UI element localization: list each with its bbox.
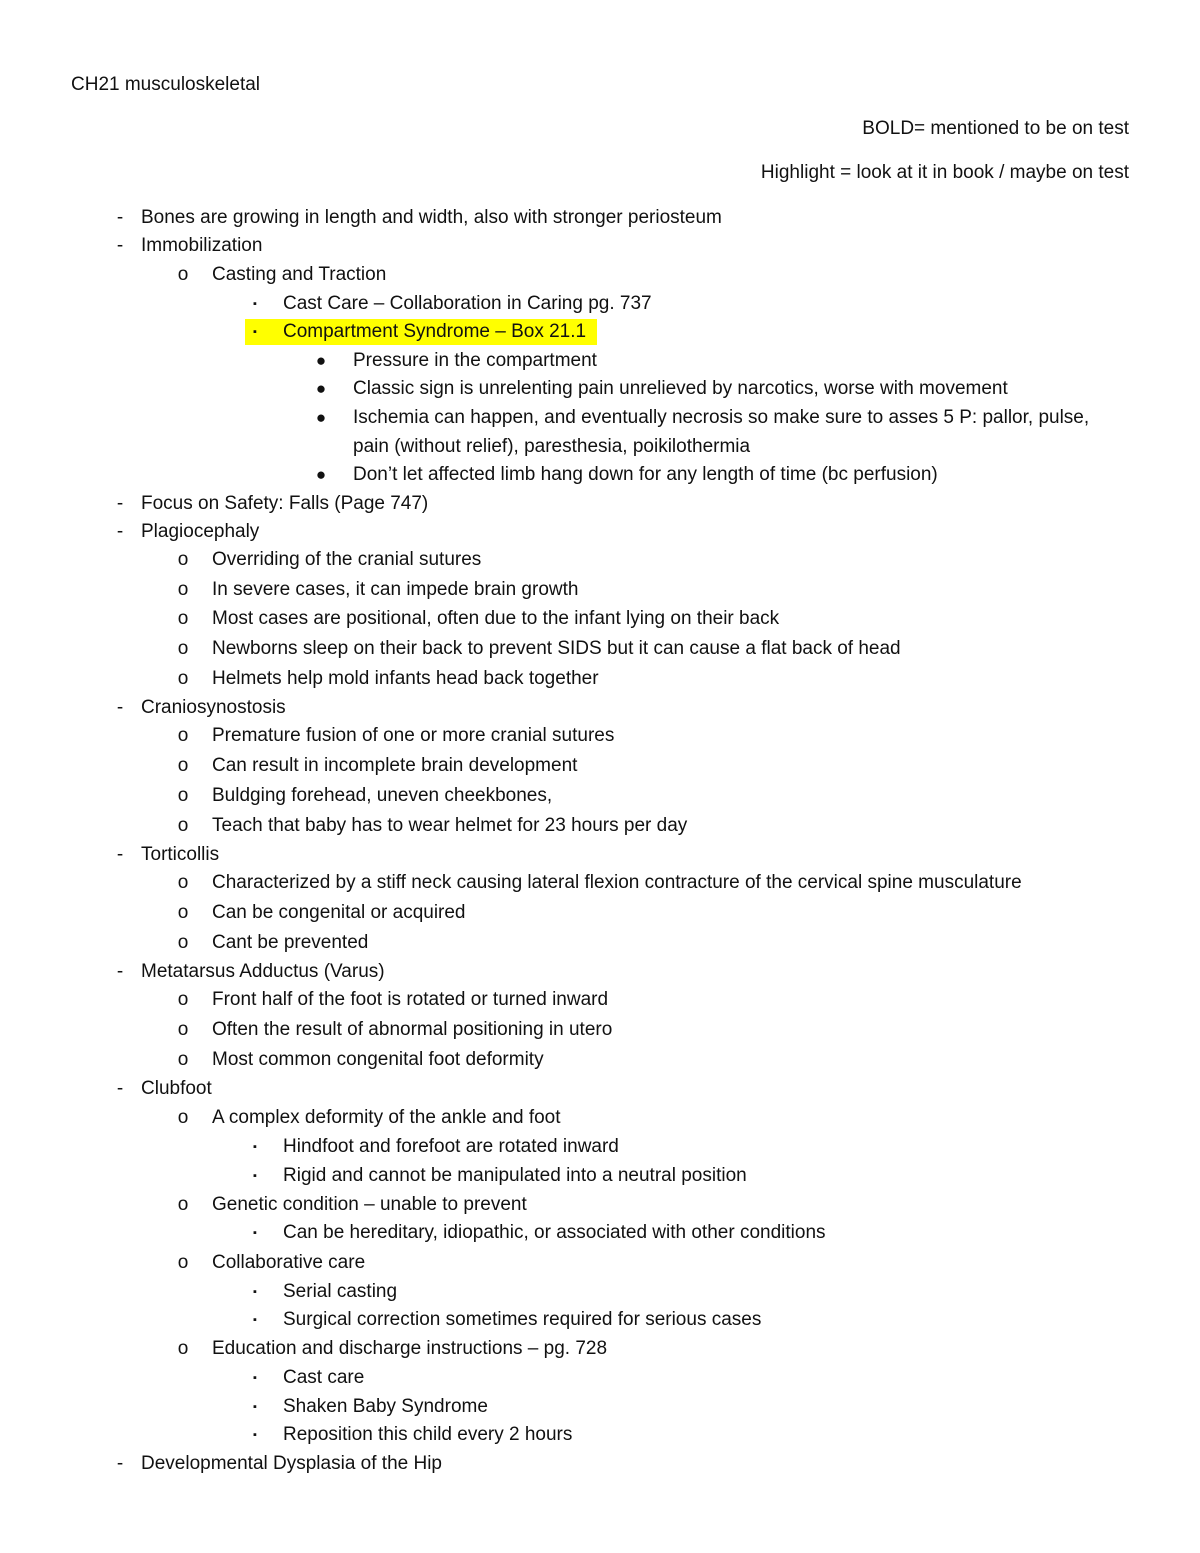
- outline-text: Can be congenital or acquired: [212, 902, 466, 923]
- outline-text: Classic sign is unrelenting pain unrelieved by narcotics, worse with movement: [353, 378, 1008, 399]
- bullet-marker-level-2: o: [177, 1194, 189, 1215]
- outline-text: Casting and Traction: [212, 264, 387, 285]
- outline-text: Most common congenital foot deformity: [212, 1049, 544, 1070]
- bullet-marker-level-2: o: [177, 638, 189, 659]
- outline-text: Developmental Dysplasia of the Hip: [141, 1453, 442, 1474]
- bullet-marker-level-2: o: [177, 579, 189, 600]
- bullet-marker-level-1: -: [116, 844, 124, 865]
- bullet-marker-level-1: -: [116, 1453, 124, 1474]
- outline-text: Serial casting: [283, 1281, 398, 1302]
- bullet-marker-level-2: o: [177, 1252, 189, 1273]
- bullet-marker-level-2: o: [177, 608, 189, 629]
- outline-text: Cast care: [283, 1367, 365, 1388]
- outline-text: Immobilization: [141, 235, 263, 256]
- outline-text: Most cases are positional, often due to the infant lying on their back: [212, 608, 780, 629]
- bullet-marker-level-3: ▪: [253, 1170, 257, 1182]
- outline-text: Craniosynostosis: [141, 697, 286, 718]
- bullet-marker-level-1: -: [116, 1078, 124, 1099]
- outline-text: Cast Care – Collaboration in Caring pg. 737: [283, 293, 652, 314]
- outline-text: Front half of the foot is rotated or turned inward: [212, 989, 609, 1010]
- outline-text: Characterized by a stiff neck causing lateral flexion contracture of the cervical spine musculature: [212, 872, 1022, 893]
- bullet-marker-level-4: ●: [315, 379, 327, 398]
- legend-bold-note: BOLD= mentioned to be on test: [862, 118, 1129, 139]
- outline-text: Helmets help mold infants head back together: [212, 668, 599, 689]
- outline-text: Plagiocephaly: [141, 521, 260, 542]
- bullet-marker-level-4: ●: [315, 351, 327, 370]
- outline-text: In severe cases, it can impede brain growth: [212, 579, 579, 600]
- bullet-marker-level-2: o: [177, 264, 189, 285]
- bullet-marker-level-3: ▪: [253, 298, 257, 310]
- outline-text: Can be hereditary, idiopathic, or associated with other conditions: [283, 1222, 826, 1243]
- bullet-marker-level-3: ▪: [253, 326, 257, 338]
- bullet-marker-level-2: o: [177, 755, 189, 776]
- bullet-marker-level-4: ●: [315, 465, 327, 484]
- outline-text: Don’t let affected limb hang down for any length of time (bc perfusion): [353, 464, 938, 485]
- legend-highlight-note: Highlight = look at it in book / maybe on test: [760, 162, 1129, 183]
- outline-text: Education and discharge instructions – pg. 728: [212, 1338, 608, 1359]
- bullet-marker-level-1: -: [116, 493, 124, 514]
- outline-text: Bones are growing in length and width, also with stronger periosteum: [141, 207, 722, 228]
- bullet-marker-level-2: o: [177, 989, 189, 1010]
- outline-text: Focus on Safety: Falls (Page 747): [141, 493, 429, 514]
- bullet-marker-level-2: o: [177, 932, 189, 953]
- page-title: CH21 musculoskeletal: [71, 74, 261, 95]
- outline-text-continuation: pain (without relief), paresthesia, poikilothermia: [353, 436, 751, 457]
- bullet-marker-level-3: ▪: [253, 1286, 257, 1298]
- bullet-marker-level-2: o: [177, 902, 189, 923]
- bullet-marker-level-1: -: [116, 961, 124, 982]
- outline-text: Cant be prevented: [212, 932, 369, 953]
- outline-text: Ischemia can happen, and eventually necrosis so make sure to asses 5 P: pallor, pulse,: [353, 407, 1090, 428]
- bullet-marker-level-2: o: [177, 815, 189, 836]
- bullet-marker-level-1: -: [116, 207, 124, 228]
- outline-text: Clubfoot: [141, 1078, 212, 1099]
- bullet-marker-level-2: o: [177, 549, 189, 570]
- bullet-marker-level-2: o: [177, 785, 189, 806]
- outline-text: Shaken Baby Syndrome: [283, 1396, 488, 1417]
- outline-text: Genetic condition – unable to prevent: [212, 1194, 527, 1215]
- outline-text: Collaborative care: [212, 1252, 366, 1273]
- outline-text: Often the result of abnormal positioning in utero: [212, 1019, 613, 1040]
- outline-text: Premature fusion of one or more cranial sutures: [212, 725, 615, 746]
- bullet-marker-level-2: o: [177, 668, 189, 689]
- bullet-marker-level-3: ▪: [253, 1401, 257, 1413]
- outline-text: Pressure in the compartment: [353, 350, 597, 371]
- outline-text: Newborns sleep on their back to prevent SIDS but it can cause a flat back of head: [212, 638, 901, 659]
- bullet-marker-level-1: -: [116, 697, 124, 718]
- outline-text: Surgical correction sometimes required for serious cases: [283, 1309, 762, 1330]
- bullet-marker-level-1: -: [116, 521, 124, 542]
- outline-text: Buldging forehead, uneven cheekbones,: [212, 785, 553, 806]
- outline-text: Reposition this child every 2 hours: [283, 1424, 573, 1445]
- bullet-marker-level-3: ▪: [253, 1372, 257, 1384]
- bullet-marker-level-3: ▪: [253, 1141, 257, 1153]
- bullet-marker-level-2: o: [177, 872, 189, 893]
- bullet-marker-level-4: ●: [315, 408, 327, 427]
- bullet-marker-level-3: ▪: [253, 1227, 257, 1239]
- outline-text: Torticollis: [141, 844, 220, 865]
- bullet-marker-level-1: -: [116, 235, 124, 256]
- outline-text: Can result in incomplete brain development: [212, 755, 578, 776]
- outline-text: Overriding of the cranial sutures: [212, 549, 482, 570]
- bullet-marker-level-2: o: [177, 1107, 189, 1128]
- bullet-marker-level-3: ▪: [253, 1429, 257, 1441]
- outline-text: Compartment Syndrome – Box 21.1: [283, 321, 587, 342]
- outline-text: Teach that baby has to wear helmet for 23 hours per day: [212, 815, 688, 836]
- outline-text: Rigid and cannot be manipulated into a neutral position: [283, 1165, 747, 1186]
- bullet-marker-level-2: o: [177, 1019, 189, 1040]
- bullet-marker-level-2: o: [177, 725, 189, 746]
- outline-text: Hindfoot and forefoot are rotated inward: [283, 1136, 619, 1157]
- outline-text: Metatarsus Adductus (Varus): [141, 961, 385, 982]
- bullet-marker-level-2: o: [177, 1338, 189, 1359]
- bullet-marker-level-3: ▪: [253, 1314, 257, 1326]
- bullet-marker-level-2: o: [177, 1049, 189, 1070]
- outline-text: A complex deformity of the ankle and foot: [212, 1107, 561, 1128]
